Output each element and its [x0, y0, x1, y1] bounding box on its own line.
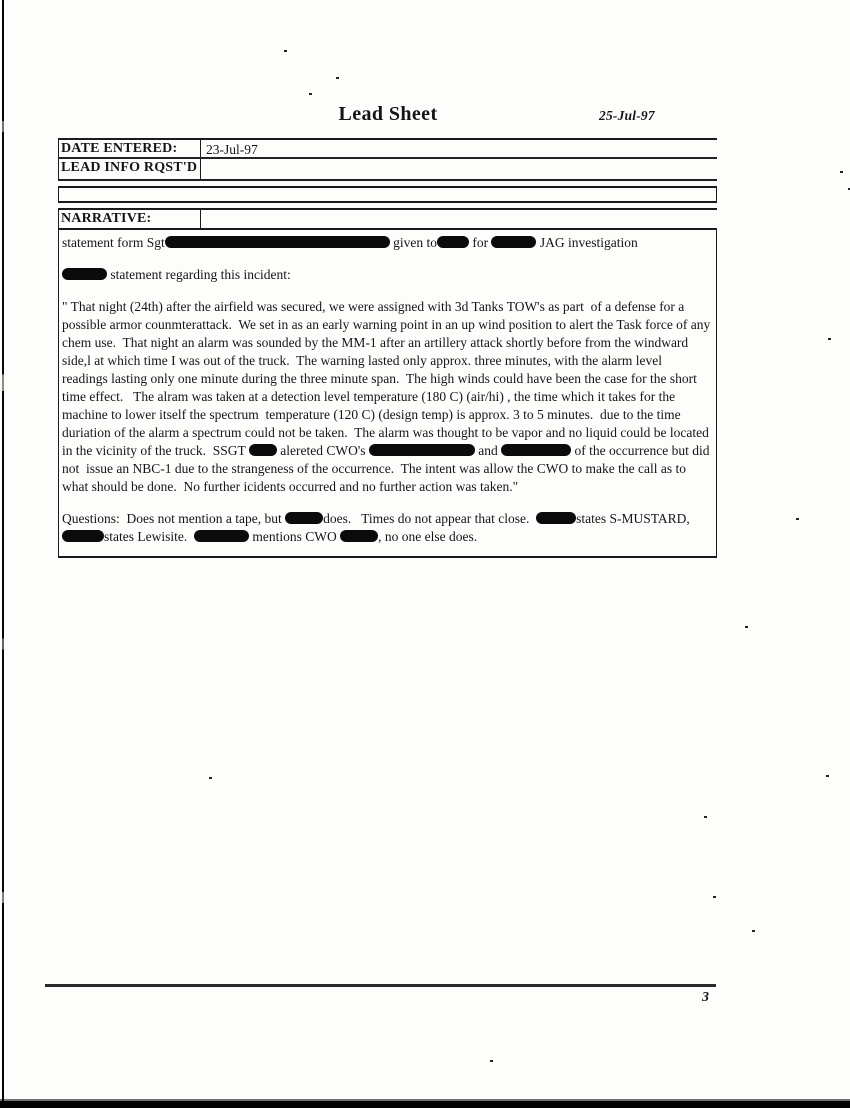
narrative-body [62, 234, 714, 546]
narrative-text: and [474, 443, 502, 458]
narrative-text: given to [389, 235, 437, 250]
scan-speck [309, 93, 312, 95]
redaction-bar [369, 444, 475, 456]
page-title: Lead Sheet [338, 103, 438, 125]
narrative-text: states Lewisite. [104, 529, 194, 544]
scan-speck [752, 930, 755, 932]
form-row-narrative [58, 208, 717, 228]
narrative-text: for [468, 235, 492, 250]
narrative-text: JAG investigation [536, 235, 638, 250]
footer-rule [45, 984, 716, 987]
narrative-text: " That night (24th) after the airfield was secured, we were assigned with 3d Tanks TOW's as part of a defense for a possible armor counmterattack. We set in as an early warning point in an up wind position to alert the Task force of any chem use. That night an alarm was sounded by the MM-1 after an artillery attack shortly before from the windward side,l at which time I was out of the truck. The warning lasted only approx. three minutes, with the alarm level readings lasting only one minute during the three minute span. The high winds could have been the case for the short time effect. The alram was taken at a detection level temperature (180 C) (air/hi) , the time which it takes for the machine to lower itself the spectrum temperature (120 C) (design temp) is approx. 3 to 5 minutes. due to the time duriation of the alarm a spectrum could not be taken. The alarm was thought to be vapor and no liquid could be located in the vicinity of the truck. SSGT [62, 299, 714, 458]
narrative-text: , no one else does. [378, 529, 478, 544]
scan-speck [284, 50, 287, 52]
header-date: 25-Jul-97 [599, 108, 655, 123]
narrative-paragraph [62, 510, 711, 546]
form-row-empty [58, 186, 717, 203]
scan-speck [826, 775, 829, 777]
form-row-lead-info [58, 159, 717, 181]
redaction-bar [340, 530, 378, 542]
narrative-text: does. Times do not appear that close. [323, 511, 537, 526]
redaction-bar [491, 236, 536, 248]
lead-sheet-form [58, 138, 717, 558]
scan-speck [796, 518, 799, 520]
empty-row-value [59, 188, 716, 201]
narrative-text: statement form Sgt [62, 235, 165, 250]
lead-info-label: LEAD INFO RQST'D [59, 159, 201, 179]
scan-speck [209, 777, 212, 779]
scan-speck [490, 1060, 493, 1062]
lead-info-value [201, 159, 717, 179]
narrative-text: of the occurrence but did not issue an NBC-1 due to the strangeness of the occurrence. The intent was allow the CWO to make the call as to what should be done. No further icidents occurred and no further action was taken." [62, 443, 713, 494]
narrative-text: mentions CWO [248, 529, 341, 544]
date-entered-label: DATE ENTERED: [59, 140, 201, 157]
redaction-bar [62, 530, 104, 542]
scan-speck [336, 77, 339, 79]
scan-speck [745, 626, 748, 628]
narrative-paragraph [62, 266, 711, 284]
scan-speck [840, 171, 843, 173]
narrative-text: states S-MUSTARD, [576, 511, 694, 526]
redaction-bar [194, 530, 249, 542]
redaction-bar [285, 512, 323, 524]
redaction-bar [165, 236, 390, 248]
redaction-bar [249, 444, 277, 456]
scan-bottom-bar [0, 1099, 850, 1108]
date-entered-value: 23-Jul-97 [206, 142, 258, 157]
narrative-text: Questions: Does not mention a tape, but [62, 511, 286, 526]
redaction-bar [536, 512, 576, 524]
narrative-text: statement regarding this incident: [107, 267, 291, 282]
form-row-date-entered [58, 138, 717, 159]
scan-speck [828, 338, 831, 340]
scan-edge-line [2, 0, 4, 1101]
scan-speck [704, 816, 707, 818]
narrative-text: alereted CWO's [276, 443, 369, 458]
narrative-box [58, 228, 717, 558]
narrative-header-value [201, 210, 717, 228]
narrative-paragraph [62, 234, 711, 252]
narrative-paragraph [62, 298, 714, 496]
narrative-label: NARRATIVE: [59, 210, 201, 228]
scan-speck [713, 896, 716, 898]
redaction-bar [437, 236, 469, 248]
redaction-bar [501, 444, 571, 456]
page-number: 3 [702, 990, 709, 1005]
redaction-bar [62, 268, 107, 280]
